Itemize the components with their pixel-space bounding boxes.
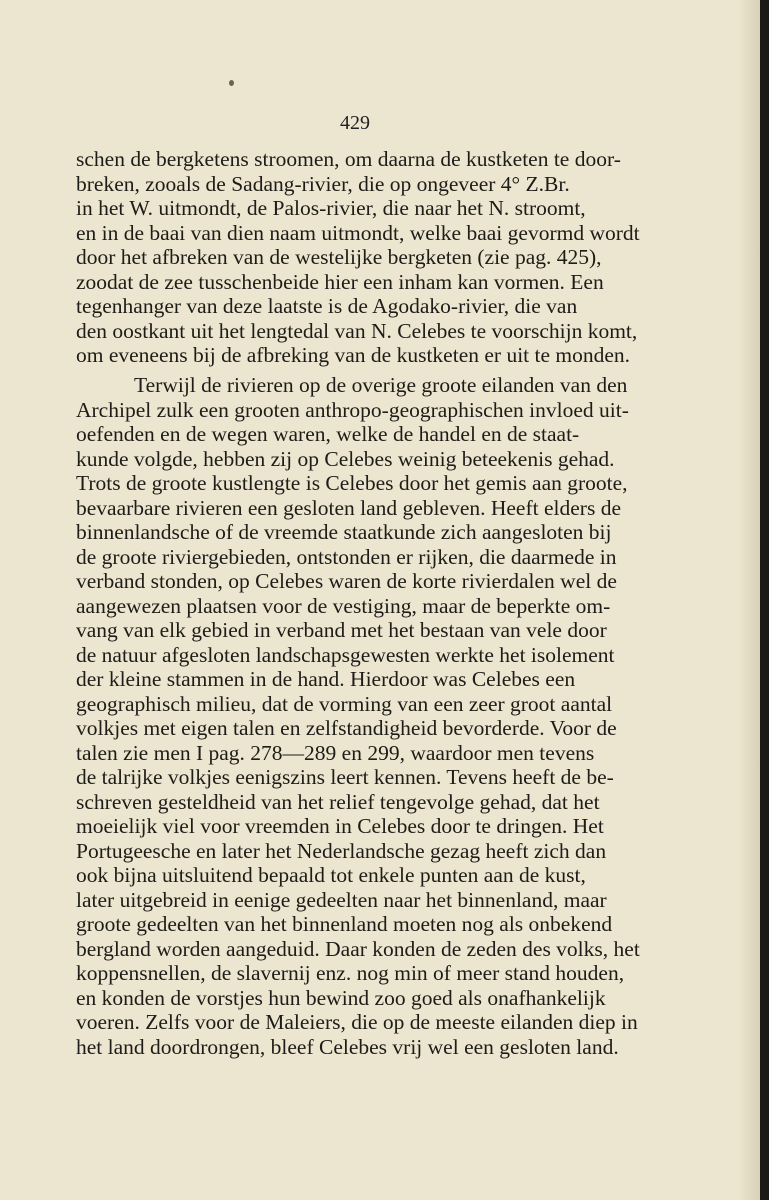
text-line: geographisch milieu, dat de vorming van een zeer groot aantal [76, 691, 613, 716]
text-line: breken, zooals de Sadang-rivier, die op ongeveer 4° Z.Br. [76, 171, 570, 196]
text-line: aangewezen plaatsen voor de vestiging, maar de beperkte om- [76, 593, 611, 618]
text-line: en in de baai van dien naam uitmondt, welke baai gevormd wordt [76, 220, 640, 245]
text-line: der kleine stammen in de hand. Hierdoor was Celebes een [76, 667, 576, 691]
text-line: het land doordrongen, bleef Celebes vrij wel een gesloten land. [76, 1034, 619, 1059]
paragraph-2 [76, 373, 640, 1059]
text-line: vang van elk gebied in verband met het bestaan van vele door [76, 618, 607, 642]
text-line: schreven gesteldheid van het relief tengevolge gehad, dat het [76, 789, 600, 814]
ink-spot [229, 80, 234, 86]
text-line: Portugeesche en later het Nederlandsche gezag heeft zich dan [76, 838, 607, 863]
text-line: de natuur afgesloten landschapsgewesten werkte het isolement [76, 642, 615, 667]
page-edge-shadow [738, 0, 760, 1200]
text-line: voeren. Zelfs voor de Maleiers, die op de meeste eilanden diep in [76, 1010, 638, 1034]
text-line: Archipel zulk een grooten anthropo-geographischen invloed uit- [76, 397, 629, 422]
text-line: ook bijna uitsluitend bepaald tot enkele punten aan de kust, [76, 863, 586, 887]
text-line: moeielijk viel voor vreemden in Celebes door te dringen. Het [76, 814, 604, 838]
text-line: verband stonden, op Celebes waren de korte rivierdalen wel de [76, 569, 617, 593]
paragraph-1 [76, 147, 640, 368]
text-line: en konden de vorstjes hun bewind zoo goed als onafhankelijk [76, 985, 606, 1010]
text-line: binnenlandsche of de vreemde staatkunde zich aangesloten bij [76, 520, 612, 544]
text-line: Terwijl de rivieren op de overige groote eilanden van den [134, 373, 628, 397]
text-line: talen zie men I pag. 278—289 en 299, waardoor men tevens [76, 740, 595, 765]
text-line: koppensnellen, de slavernij enz. nog min of meer stand houden, [76, 961, 625, 985]
text-line: schen de bergketens stroomen, om daarna de kustketen te door- [76, 147, 621, 171]
text-line: volkjes met eigen talen en zelfstandigheid bevorderde. Voor de [76, 716, 617, 740]
text-line: de talrijke volkjes eenigszins leert kennen. Tevens heeft de be- [76, 765, 614, 789]
text-line: later uitgebreid in eenige gedeelten naar het binnenland, maar [76, 887, 607, 912]
text-line: bevaarbare rivieren een gesloten land gebleven. Heeft elders de [76, 495, 621, 520]
text-line: in het W. uitmondt, de Palos-rivier, die naar het N. stroomt, [76, 196, 586, 220]
text-line: oefenden en de wegen waren, welke de handel en de staat- [76, 422, 580, 446]
text-line: groote gedeelten van het binnenland moeten nog als onbekend [76, 912, 613, 936]
text-line: den oostkant uit het lengtedal van N. Celebes te voorschijn komt, [76, 318, 638, 343]
text-line: tegenhanger van deze laatste is de Agodako-rivier, die van [76, 294, 578, 318]
text-line: de groote riviergebieden, ontstonden er rijken, die daarmede in [76, 544, 617, 569]
text-line: zoodat de zee tusschenbeide hier een inham kan vormen. Een [76, 269, 604, 294]
text-line: om eveneens bij de afbreking van de kustketen er uit te monden. [76, 343, 631, 367]
text-line: Trots de groote kustlengte is Celebes door het gemis aan groote, [76, 471, 628, 495]
text-line: kunde volgde, hebben zij op Celebes weinig beteekenis gehad. [76, 446, 615, 471]
text-line: door het afbreken van de westelijke bergketen (zie pag. 425), [76, 245, 602, 269]
text-line: bergland worden aangeduid. Daar konden de zeden des volks, het [76, 936, 640, 961]
page-number: 429 [340, 112, 370, 134]
